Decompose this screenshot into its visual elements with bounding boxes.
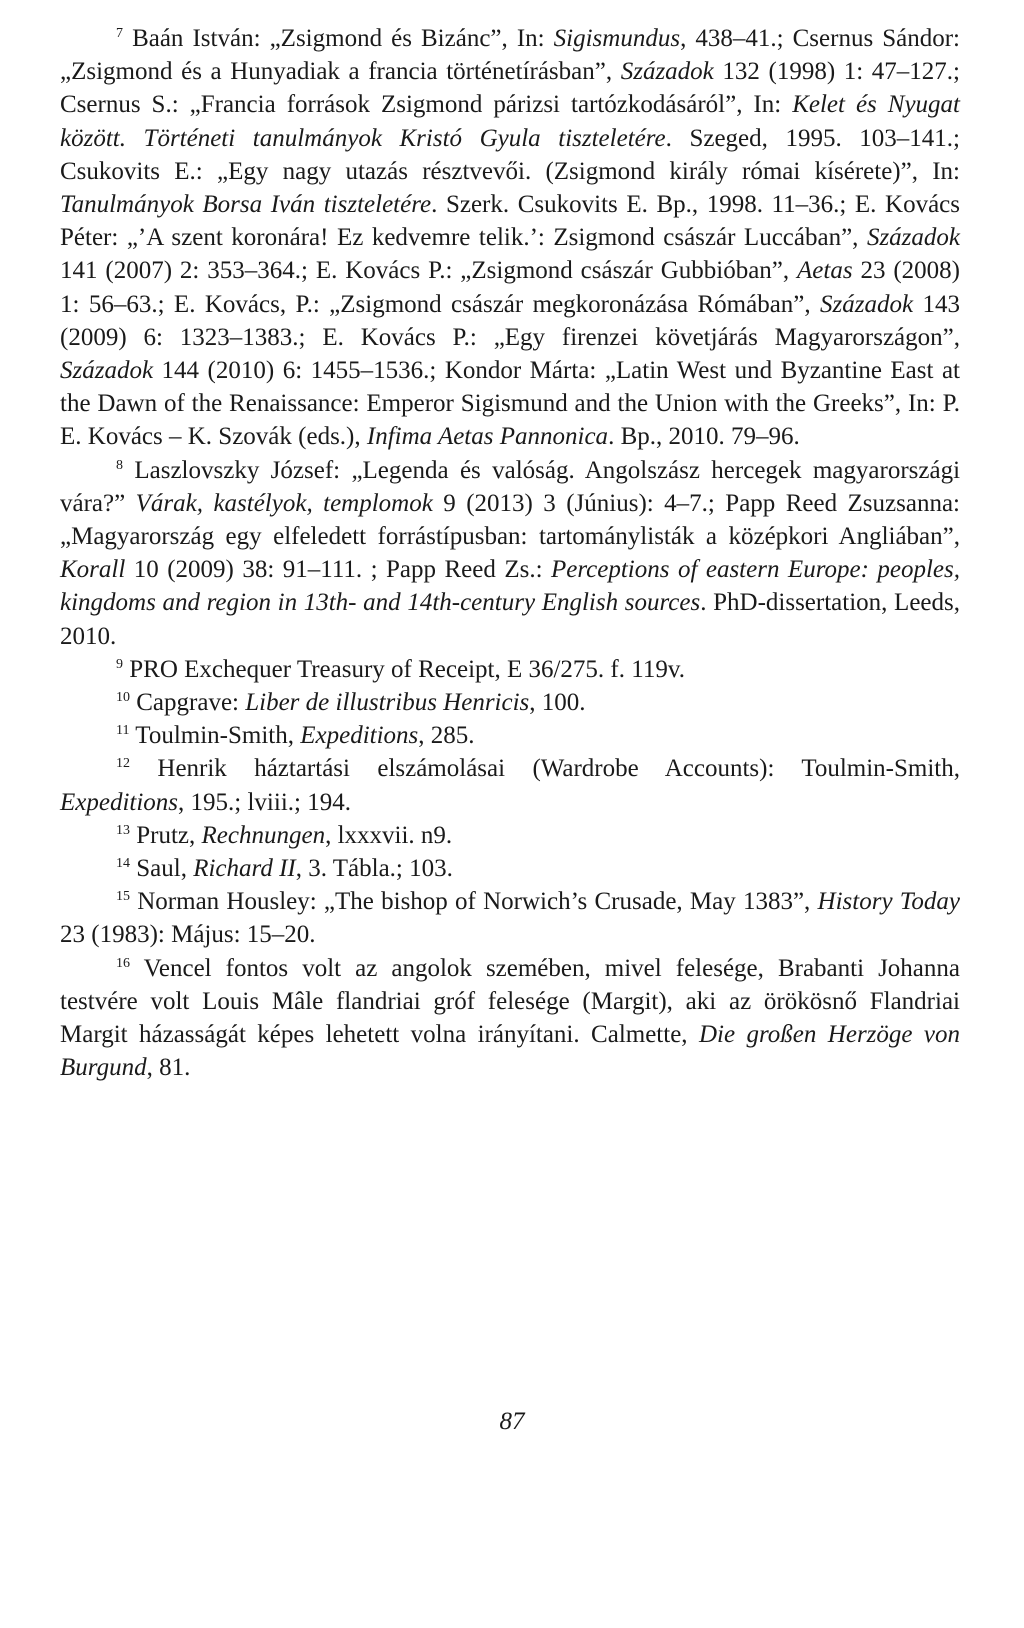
footnote-number: 11	[116, 723, 130, 739]
footnote-number: 13	[116, 822, 130, 838]
footnote-text: . Szeged, 1995. 103–141.; Csukovits E.: „Egy nagy utazás résztvevői. (Zsigmond király római kísérete)”, In:	[60, 124, 961, 185]
footnote	[60, 819, 960, 852]
footnote-number: 16	[116, 955, 130, 971]
footnote	[60, 752, 960, 818]
footnote	[60, 653, 960, 686]
page-number: 87	[499, 1408, 525, 1435]
footnote-text: Saul,	[136, 855, 194, 883]
footnote-number: 14	[116, 856, 130, 872]
footnote-text: Vencel fontos volt az angolok szemében, mivel felesége, Brabanti Johanna testvére volt Louis Mâle flandriai gróf felesége (Margit), aki az örökösnő Flandriai Margit házasságát képes lehetett volna irányítani. Calmette,	[60, 954, 960, 1049]
footnote-text: PRO Exchequer Treasury of Receipt, E 36/275. f. 119v.	[129, 655, 685, 683]
footnote	[60, 719, 960, 752]
footnote-text: 141 (2007) 2: 353–364.; E. Kovács P.: „Zsigmond császár Gubbióban”,	[60, 257, 798, 285]
footnote-title-italic: Tanulmányok Borsa Iván tiszteletére	[60, 191, 432, 219]
footnote-text: Baán István: „Zsigmond és Bizánc”, In:	[132, 25, 554, 52]
footnote-text: 10 (2009) 38: 91–111. ; Papp Reed Zs.:	[125, 556, 551, 584]
footnote-text: 9 (2013) 3 (Június): 4–7.; Papp Reed Zsuzsanna: „Magyarország egy elfeledett forrástípusban: tartománylisták a középkori Angliában”,	[60, 489, 960, 551]
footnote-title-italic: Expeditions	[60, 788, 179, 816]
footnote-title-italic: Kelet és Nyugat között. Történeti tanulmányok Kristó Gyula tiszteletére	[60, 91, 960, 152]
footnote-text: 144 (2010) 6: 1455–1536.; Kondor Márta: „Latin West und Byzantine East at the Dawn of the Renaissance: Emperor Sigismund and the Union with the Greeks”, In: P. E. Kovács – K. Szovák (eds.),	[60, 357, 960, 451]
footnote-text: , 81.	[146, 1054, 191, 1082]
footnote-text: Prutz,	[136, 821, 202, 849]
footnote-text: Norman Housley: „The bishop of Norwich’s Crusade, May 1383”,	[137, 888, 818, 916]
footnote	[60, 686, 960, 719]
footnote-title-italic: Infima Aetas Pannonica	[366, 423, 609, 451]
footnote-title-italic: Századok	[620, 58, 714, 86]
footnote-title-italic: Expeditions	[300, 722, 419, 750]
footnote-text: . Szerk. Csukovits E. Bp., 1998. 11–36.; E. Kovács Péter: „’A szent koronára! Ez kedvemre telik.’: Zsigmond császár Luccában”,	[60, 191, 961, 252]
footnote-text: 23 (2008) 1: 56–63.; E. Kovács, P.: „Zsigmond császár megkoronázása Rómában”,	[60, 257, 960, 318]
footnote-title-italic: Korall	[60, 556, 126, 584]
footnote-text: 23 (1983): Május: 15–20.	[60, 921, 316, 949]
footnote-title-italic: Liber de illustribus Henricis	[245, 689, 530, 717]
footnote-number: 12	[116, 756, 130, 772]
footnote-text: . PhD-dissertation, Leeds, 2010.	[60, 589, 960, 650]
footnote-number: 15	[116, 889, 130, 905]
footnote-number: 10	[116, 690, 130, 706]
footnote-text: , 195.; lviii.; 194.	[178, 788, 351, 816]
footnote	[60, 454, 960, 653]
footnote	[60, 852, 960, 885]
footnote-text: , lxxxvii. n9.	[325, 821, 453, 849]
footnote-text: , 438–41.; Csernus Sándor: „Zsigmond és a Hunyadiak a francia történetírásban”,	[60, 25, 961, 86]
footnote-title-italic: Die großen Herzöge von Burgund	[60, 1021, 961, 1082]
footnote-text: . Bp., 2010. 79–96.	[608, 423, 800, 451]
footnote	[60, 22, 960, 454]
footnote-text: Laszlovszky József: „Legenda és valóság. Angolszász hercegek magyarországi vára?”	[60, 456, 961, 517]
footnote-title-italic: Aetas	[797, 257, 853, 285]
footnote-title-italic: Századok	[866, 224, 960, 252]
footnote	[60, 952, 960, 1085]
footnote	[60, 885, 960, 951]
footnote-number: 9	[116, 656, 123, 672]
footnote-text: 132 (1998) 1: 47–127.; Csernus S.: „Francia források Zsigmond párizsi tartózkodásáról”, In:	[60, 58, 960, 119]
footnote-number: 7	[116, 26, 123, 41]
footnote-number: 8	[116, 457, 123, 473]
footnote-text: Capgrave:	[136, 689, 246, 717]
footnote-title-italic: Richard II	[193, 855, 296, 883]
footnote-title-italic: Századok	[820, 290, 914, 318]
footnote-text: , 3. Tábla.; 103.	[295, 855, 453, 883]
footnote-title-italic: History Today	[817, 888, 960, 916]
footnote-title-italic: Századok	[60, 357, 154, 385]
footnote-text: , 285.	[418, 722, 475, 750]
footnote-title-italic: Rechnungen	[201, 821, 326, 849]
footnote-title-italic: Perceptions of eastern Europe: peoples, kingdoms and region in 13th- and 14th-century English sources	[60, 556, 960, 617]
footnote-text: 143 (2009) 6: 1323–1383.; E. Kovács P.: „Egy firenzei követjárás Magyarországon”,	[60, 290, 961, 351]
footnote-text: Henrik háztartási elszámolásai (Wardrobe Accounts): Toulmin-Smith,	[157, 755, 961, 783]
footnote-title-italic: Sigismundus	[553, 25, 681, 52]
footnote-text: , 100.	[529, 689, 586, 717]
footnote-title-italic: Várak, kastélyok, templomok	[135, 489, 433, 517]
footnotes-section	[60, 22, 960, 1085]
footnote-text: Toulmin-Smith,	[135, 722, 301, 750]
